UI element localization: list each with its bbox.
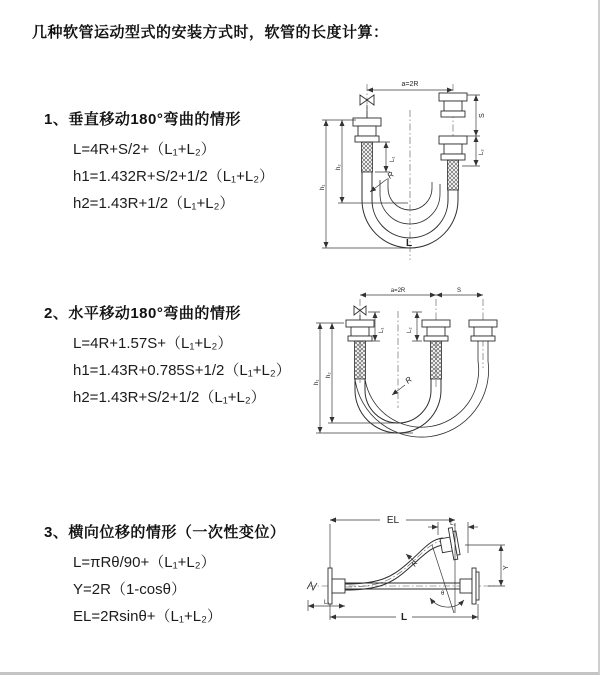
formula-line: h2=1.43R+S/2+1/2（L₁+L₂）: [73, 389, 266, 406]
dim-label-r: R: [410, 559, 420, 569]
dim-label-h1: h₁: [314, 379, 320, 385]
braided-hose-section: [448, 160, 459, 190]
dim-label-l: L: [400, 612, 408, 623]
dim-label-a2r: a=2R: [401, 81, 419, 88]
dimension-span-a2r: [360, 288, 436, 295]
dim-label-s: S: [456, 288, 462, 294]
dimension-length: [330, 604, 478, 623]
flange-fitting: [346, 320, 374, 379]
formula-line: L=4R+S/2+（L₁+L₂）: [73, 141, 216, 158]
section-horizontal-movement: [44, 302, 291, 411]
dim-label-l2: L₂: [407, 327, 413, 333]
dimension-span-a2r: [367, 81, 453, 90]
diagram-lateral-displacement: [300, 505, 570, 645]
dimension-l2: [407, 312, 422, 341]
dim-label-theta: θ: [441, 591, 445, 597]
dim-label-r: R: [403, 374, 414, 386]
dim-label-l2: L₂: [479, 149, 485, 155]
formula-line: L=4R+1.57S+（L₁+L₂）: [73, 335, 233, 352]
dim-label-r: R: [385, 169, 396, 181]
hose-s-curve: [345, 538, 444, 590]
braided-hose-section: [355, 341, 366, 379]
dimension-l1: [375, 142, 396, 172]
formula-line: L=πRθ/90+（L₁+L₂）: [73, 554, 216, 571]
dim-label-el: EL: [386, 515, 400, 526]
dim-label-l1: L₁: [379, 327, 385, 333]
section-lateral-displacement: [44, 521, 285, 630]
dim-label-a2r: a=2R: [390, 288, 406, 294]
dimension-el: [330, 515, 455, 613]
diagram-horizontal-180-bend: [308, 283, 563, 458]
dimension-l1: [308, 600, 345, 611]
dim-label-l1: L₁: [390, 156, 396, 162]
flange-fitting: [422, 320, 450, 379]
section-3-heading: 3、横向位移的情形（一次性变位）: [44, 524, 286, 541]
dim-label-l: L: [406, 238, 413, 249]
section-1-heading: 1、垂直移动180°弯曲的情形: [44, 111, 241, 128]
dim-label-y: Y: [503, 565, 510, 570]
hose-u-bend: [355, 361, 489, 437]
diagram-vertical-180-bend: [312, 72, 547, 267]
radius-leader: [392, 375, 414, 395]
formula-line: EL=2Rsinθ+（L₁+L₂）: [73, 608, 222, 625]
flange-fitting: [439, 93, 467, 117]
braided-hose-section: [362, 142, 373, 172]
formula-line: h1=1.432R+S/2+1/2（L₁+L₂）: [73, 168, 275, 185]
section-2-heading: 2、水平移动180°弯曲的情形: [44, 305, 241, 322]
flange-fitting: [460, 568, 479, 604]
section-vertical-movement: [44, 108, 274, 217]
dim-label-l2: L₂: [450, 521, 456, 527]
braided-hose-section: [431, 341, 442, 379]
dimension-stroke-s: [467, 95, 486, 136]
dim-label-h2: h₂: [326, 372, 332, 378]
dim-label-h1: h₁: [320, 184, 326, 190]
break-mark: [307, 582, 317, 590]
formula-line: h1=1.43R+0.785S+1/2（L₁+L₂）: [73, 362, 291, 379]
flange-fitting: [353, 118, 381, 172]
formula-line: Y=2R（1-cosθ）: [73, 581, 186, 598]
flange-fitting: [328, 568, 345, 604]
flange-fitting: [438, 527, 460, 561]
flange-fitting: [439, 136, 467, 190]
dim-label-s: S: [479, 113, 486, 118]
radius-leader: [370, 170, 396, 192]
page-title: 几种软管运动型式的安装方式时，软管的长度计算：: [32, 24, 389, 41]
dimension-stroke-s: [436, 288, 483, 295]
dim-label-l1: L₁: [324, 600, 330, 606]
formula-line: h2=1.43R+1/2（L₁+L₂）: [73, 195, 235, 212]
dim-label-h2: h₂: [336, 164, 342, 170]
